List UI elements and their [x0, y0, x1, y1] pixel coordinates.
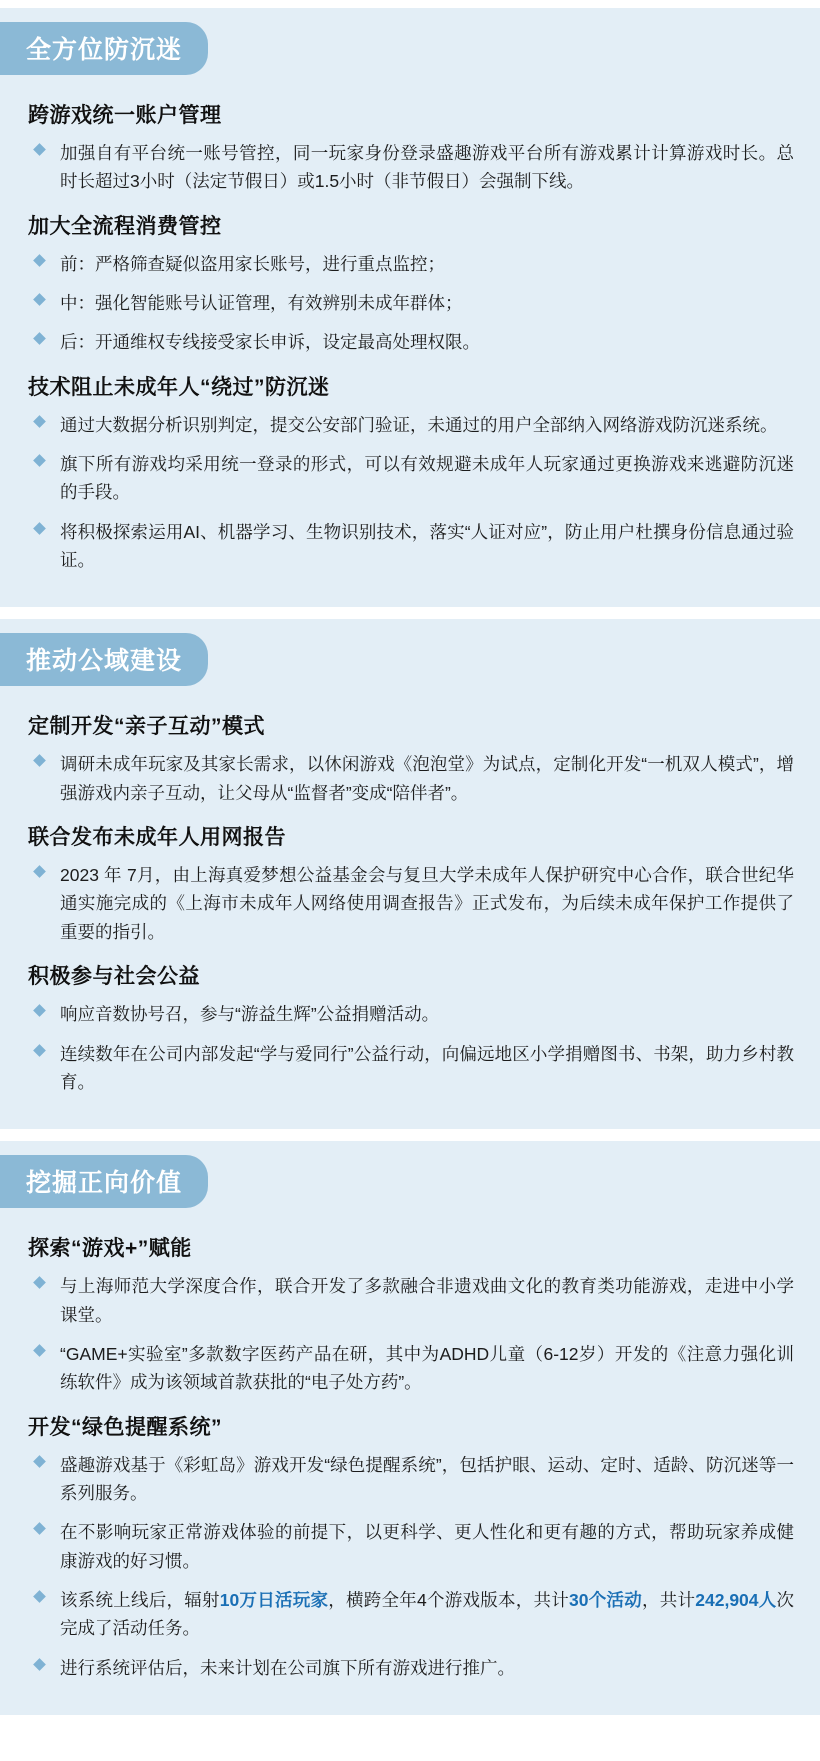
- block-title: 跨游戏统一账户管理: [28, 104, 222, 127]
- diamond-bullet-icon: [33, 254, 46, 267]
- bullet-list: [26, 750, 794, 807]
- block-title: 加大全流程消费管控: [28, 214, 222, 238]
- content-block: [26, 821, 794, 946]
- diamond-bullet-icon: [33, 293, 46, 306]
- block-title: 技术阻止未成年人“绕过”防沉迷: [28, 375, 330, 399]
- content-section: [0, 1141, 820, 1715]
- section-header: 挖掘正向价值: [0, 1155, 208, 1208]
- list-item: [26, 1451, 794, 1508]
- list-item: [26, 1340, 794, 1397]
- section-header: 全方位防沉迷: [0, 22, 208, 75]
- list-item-text: 与上海师范大学深度合作，联合开发了多款融合非遗戏曲文化的教育类功能游戏，走进中小学课堂。: [60, 1276, 794, 1325]
- diamond-bullet-icon: [33, 1455, 46, 1468]
- block-title: 联合发布未成年人用网报告: [28, 826, 286, 850]
- diamond-bullet-icon: [33, 1658, 46, 1671]
- list-item: [26, 1518, 794, 1575]
- content-block: [26, 210, 794, 357]
- list-item: [26, 328, 794, 356]
- list-item-text: ，横跨全年4个游戏版本，共计: [328, 1589, 570, 1610]
- bullet-list: [26, 139, 794, 196]
- list-item-text: 通过大数据分析识别判定，提交公安部门验证，未通过的用户全部纳入网络游戏防沉迷系统。: [60, 414, 778, 435]
- list-item: [26, 861, 794, 946]
- list-item-text: “GAME+实验室”多款数字医药产品在研，其中为ADHD儿童（6-12岁）开发的《注意力强化训练软件》成为该领域首款获批的“电子处方药”。: [60, 1343, 794, 1393]
- sections-container: [0, 8, 820, 1715]
- section-body: [0, 81, 820, 574]
- list-item: [26, 1586, 794, 1643]
- list-item: [26, 518, 794, 575]
- list-item: [26, 750, 794, 807]
- list-item-text: 旗下所有游戏均采用统一登录的形式，可以有效规避未成年人玩家通过更换游戏来逃避防沉迷的手段。: [60, 454, 794, 503]
- diamond-bullet-icon: [33, 1344, 46, 1357]
- bullet-list: [26, 1000, 794, 1096]
- highlighted-text: 30个活动: [569, 1589, 642, 1610]
- list-item-text: 连续数年在公司内部发起“学与爱同行”公益行动，向偏远地区小学捐赠图书、书架，助力乡村教育。: [60, 1043, 794, 1092]
- list-item-text: 中：强化智能账号认证管理，有效辨别未成年群体；: [60, 293, 463, 314]
- bullet-list: [26, 861, 794, 946]
- diamond-bullet-icon: [33, 333, 46, 346]
- list-item-text: ，共计: [642, 1589, 696, 1610]
- list-item-text: 进行系统评估后，未来计划在公司旗下所有游戏进行推广。: [60, 1657, 515, 1678]
- list-item: [26, 1654, 794, 1682]
- list-item-text: 盛趣游戏基于《彩虹岛》游戏开发“绿色提醒系统”，包括护眼、运动、定时、适龄、防沉迷等一系列服务。: [60, 1454, 794, 1503]
- content-block: [26, 1232, 794, 1396]
- list-item-text: 响应音数协号召，参与“游益生辉”公益捐赠活动。: [60, 1004, 440, 1025]
- diamond-bullet-icon: [33, 454, 46, 467]
- list-item-text: 后：开通维权专线接受家长申诉，设定最高处理权限。: [60, 332, 480, 353]
- highlighted-text: 10万日活玩家: [219, 1589, 329, 1610]
- section-header: 推动公域建设: [0, 633, 208, 686]
- diamond-bullet-icon: [33, 1276, 46, 1289]
- list-item: [26, 450, 794, 507]
- diamond-bullet-icon: [33, 522, 46, 535]
- bullet-list: [26, 1451, 794, 1682]
- content-section: [0, 619, 820, 1129]
- section-divider: [0, 1129, 820, 1141]
- diamond-bullet-icon: [33, 1044, 46, 1057]
- highlighted-text: 242,904人: [695, 1589, 777, 1610]
- content-block: [26, 371, 794, 575]
- diamond-bullet-icon: [33, 1522, 46, 1535]
- block-title: 积极参与社会公益: [28, 965, 200, 989]
- block-title: 开发“绿色提醒系统”: [28, 1415, 222, 1439]
- diamond-bullet-icon: [33, 865, 46, 878]
- section-body: [0, 1214, 820, 1682]
- list-item: [26, 250, 794, 278]
- list-item: [26, 1000, 794, 1028]
- list-item-text: 前：严格筛查疑似盗用家长账号，进行重点监控；: [60, 253, 445, 274]
- section-body: [0, 692, 820, 1096]
- bullet-list: [26, 1272, 794, 1396]
- list-item: [26, 139, 794, 196]
- list-item-text: 加强自有平台统一账号管控，同一玩家身份登录盛趣游戏平台所有游戏累计计算游戏时长。总时长超过3小时（法定节假日）或1.5小时（非节假日）会强制下线。: [60, 143, 794, 192]
- diamond-bullet-icon: [33, 415, 46, 428]
- list-item-text: 2023 年 7月，由上海真爱梦想公益基金会与复旦大学未成年人保护研究中心合作，联合世纪华通实施完成的《上海市未成年人网络使用调查报告》正式发布，为后续未成年保护工作提供了重要的指引。: [60, 865, 794, 942]
- diamond-bullet-icon: [33, 1590, 46, 1603]
- section-divider: [0, 607, 820, 619]
- diamond-bullet-icon: [33, 143, 46, 156]
- list-item-text: 将积极探索运用AI、机器学习、生物识别技术，落实“人证对应”，防止用户杜撰身份信息通过验证。: [60, 521, 794, 571]
- list-item: [26, 289, 794, 317]
- diamond-bullet-icon: [33, 755, 46, 768]
- content-section: [0, 8, 820, 607]
- list-item: [26, 1272, 794, 1329]
- list-item-text: 在不影响玩家正常游戏体验的前提下，以更科学、更人性化和更有趣的方式，帮助玩家养成健康游戏的好习惯。: [60, 1522, 794, 1571]
- block-title: 探索“游戏+”赋能: [28, 1237, 192, 1261]
- list-item: [26, 411, 794, 439]
- diamond-bullet-icon: [33, 1004, 46, 1017]
- list-item: [26, 1040, 794, 1097]
- content-block: [26, 1411, 794, 1682]
- bullet-list: [26, 250, 794, 357]
- content-block: [26, 99, 794, 196]
- bullet-list: [26, 411, 794, 575]
- list-item-text: 该系统上线后，辐射: [60, 1589, 220, 1610]
- content-block: [26, 960, 794, 1096]
- content-block: [26, 710, 794, 807]
- block-title: 定制开发“亲子互动”模式: [28, 715, 265, 739]
- list-item-text: 次完成了活动任务。: [60, 1589, 795, 1639]
- list-item-text: 调研未成年玩家及其家长需求，以休闲游戏《泡泡堂》为试点，定制化开发“一机双人模式”，增强游戏内亲子互动，让父母从“监督者”变成“陪伴者”。: [60, 754, 794, 803]
